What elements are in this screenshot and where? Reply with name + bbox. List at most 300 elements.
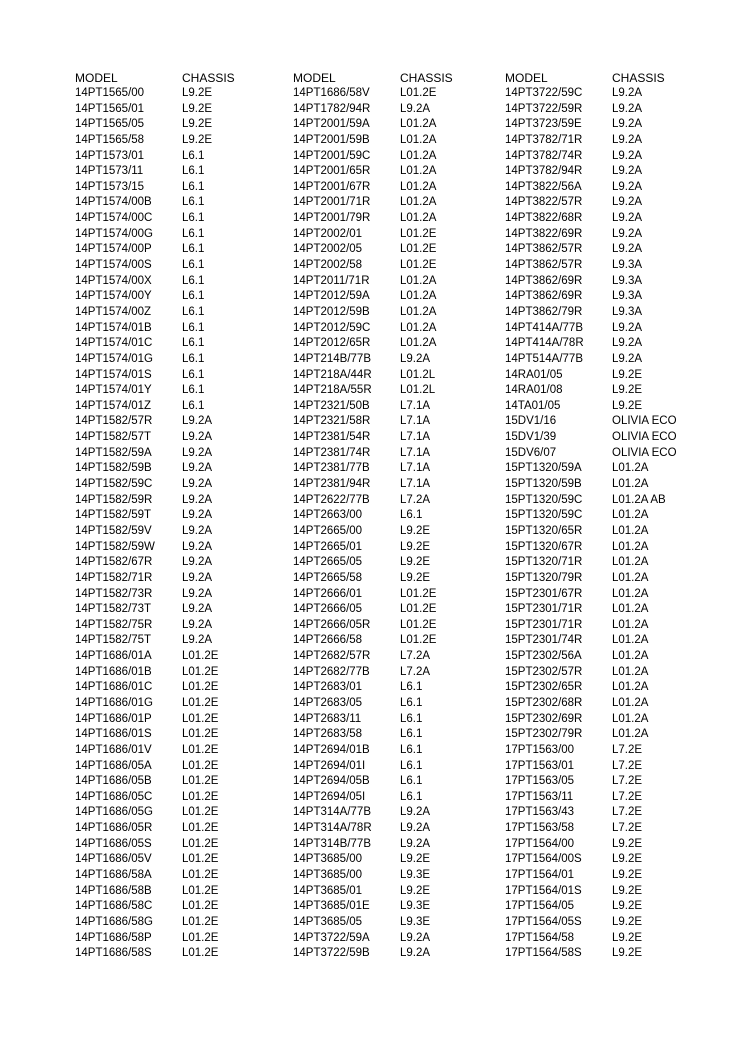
chassis-cell: L9.2A (182, 509, 213, 522)
model-cell: 15DV6/07 (505, 446, 557, 459)
table-row (505, 274, 720, 290)
chassis-cell: L9.2E (612, 399, 643, 412)
model-cell: 14PT1582/73R (75, 587, 153, 600)
header-row (293, 70, 508, 86)
chassis-cell: L01.2A (612, 571, 649, 584)
table-row (293, 946, 508, 962)
table-row (75, 133, 290, 149)
table-row (75, 274, 290, 290)
table-row (505, 430, 720, 446)
table-row (505, 633, 720, 649)
model-cell: 14PT1582/57T (75, 431, 152, 444)
chassis-cell: L01.2E (182, 915, 219, 928)
model-cell: 14PT3822/56A (505, 180, 582, 193)
table-row (293, 680, 508, 696)
chassis-cell: L6.1 (400, 728, 423, 741)
model-header: MODEL (75, 71, 118, 85)
chassis-cell: L9.2A (400, 806, 431, 819)
chassis-cell: L9.2A (612, 165, 643, 178)
chassis-cell: L9.3A (612, 290, 643, 303)
chassis-cell: L7.2E (612, 806, 643, 819)
table-row (505, 289, 720, 305)
table-row (505, 117, 720, 133)
table-row (293, 884, 508, 900)
chassis-cell: L9.2E (400, 524, 431, 537)
model-cell: 14PT1573/15 (75, 180, 145, 193)
table-row (505, 149, 720, 165)
table-row (293, 587, 508, 603)
chassis-cell: L01.2E (400, 618, 437, 631)
model-cell: 14PT1582/57R (75, 415, 153, 428)
chassis-cell: L9.2A (612, 227, 643, 240)
model-cell: 14PT2694/05B (293, 775, 370, 788)
model-cell: 14PT1574/01G (75, 352, 154, 365)
table-row (505, 446, 720, 462)
model-cell: 15PT2302/57R (505, 665, 583, 678)
chassis-cell: L6.1 (400, 743, 423, 756)
chassis-cell: L7.2E (612, 790, 643, 803)
table-row (75, 712, 290, 728)
model-cell: 14PT1686/01S (75, 728, 152, 741)
table-row (505, 805, 720, 821)
table-row (505, 915, 720, 931)
chassis-cell: OLIVIA ECO (612, 446, 677, 459)
model-cell: 14PT2381/54R (293, 431, 371, 444)
chassis-cell: L01.2A (612, 728, 649, 741)
chassis-cell: L9.2A (612, 196, 643, 209)
model-cell: 14PT3822/68R (505, 212, 583, 225)
table-row (293, 712, 508, 728)
table-row (293, 852, 508, 868)
model-cell: 14PT1686/58G (75, 915, 154, 928)
chassis-cell: L01.2E (182, 759, 219, 772)
chassis-cell: L9.2A (612, 102, 643, 115)
table-row (505, 258, 720, 274)
chassis-cell: L6.1 (400, 696, 423, 709)
chassis-cell: L9.2A (182, 587, 213, 600)
table-row (75, 446, 290, 462)
model-cell: 14PT2683/05 (293, 696, 363, 709)
table-row (505, 790, 720, 806)
table-row (505, 524, 720, 540)
table-row (75, 430, 290, 446)
model-cell: 14PT2694/01I (293, 759, 366, 772)
model-cell: 15PT2302/65R (505, 681, 583, 694)
chassis-cell: L9.2E (182, 118, 213, 131)
table-row (293, 602, 508, 618)
chassis-cell: L9.2A (182, 446, 213, 459)
table-row (293, 837, 508, 853)
chassis-cell: L9.2A (400, 102, 431, 115)
model-cell: 17PT1564/01 (505, 869, 575, 882)
model-cell: 14PT1686/01V (75, 743, 152, 756)
model-cell: 14PT1574/01B (75, 321, 152, 334)
table-row (75, 837, 290, 853)
table-row (293, 149, 508, 165)
model-cell: 17PT1564/58S (505, 947, 582, 960)
chassis-cell: L6.1 (182, 227, 205, 240)
chassis-cell: L9.2A (612, 352, 643, 365)
model-cell: 14PT1686/01G (75, 696, 154, 709)
table-column-1 (75, 70, 290, 962)
table-row (505, 759, 720, 775)
table-row (293, 321, 508, 337)
table-row (293, 821, 508, 837)
model-cell: 17PT1564/00 (505, 837, 575, 850)
table-row (505, 884, 720, 900)
model-cell: 14PT2011/71R (293, 274, 370, 287)
table-row (293, 649, 508, 665)
chassis-cell: L9.2E (612, 900, 643, 913)
chassis-cell: L6.1 (182, 243, 205, 256)
table-row (75, 571, 290, 587)
model-cell: 14PT218A/55R (293, 384, 372, 397)
table-row (293, 524, 508, 540)
model-cell: 14PT2694/01B (293, 743, 370, 756)
table-row (75, 587, 290, 603)
chassis-cell: L7.2E (612, 775, 643, 788)
table-row (293, 743, 508, 759)
model-cell: 17PT1563/58 (505, 822, 575, 835)
table-row (75, 727, 290, 743)
chassis-cell: L01.2E (182, 728, 219, 741)
model-cell: 14PT1582/67R (75, 556, 153, 569)
model-cell: 14PT3862/57R (505, 259, 583, 272)
chassis-cell: L01.2A (612, 540, 649, 553)
table-row (75, 414, 290, 430)
model-cell: 14PT1686/05R (75, 822, 153, 835)
chassis-cell: L9.2A (612, 133, 643, 146)
table-row (75, 618, 290, 634)
chassis-cell: L9.2A (612, 337, 643, 350)
chassis-cell: L9.2E (612, 853, 643, 866)
model-cell: 14PT2001/59C (293, 149, 371, 162)
model-cell: 14PT2001/79R (293, 212, 371, 225)
chassis-cell: L9.2E (612, 384, 643, 397)
model-cell: 14PT1574/00S (75, 259, 152, 272)
chassis-cell: L01.2A (612, 618, 649, 631)
chassis-cell: L6.1 (400, 681, 423, 694)
table-row (293, 774, 508, 790)
model-cell: 14PT1686/58C (75, 900, 153, 913)
table-row (75, 759, 290, 775)
chassis-cell: L6.1 (182, 337, 205, 350)
model-cell: 14PT314B/77B (293, 837, 372, 850)
model-cell: 17PT1564/01S (505, 884, 582, 897)
table-row (505, 852, 720, 868)
model-cell: 14PT1582/59A (75, 446, 152, 459)
model-cell: 14PT1686/05C (75, 790, 153, 803)
model-cell: 14PT2682/77B (293, 665, 370, 678)
model-cell: 14PT3822/57R (505, 196, 583, 209)
chassis-cell: L9.2A (612, 321, 643, 334)
model-cell: 14PT2381/74R (293, 446, 371, 459)
model-cell: 15PT1320/65R (505, 524, 583, 537)
table-row (293, 368, 508, 384)
chassis-cell: L9.2A (182, 618, 213, 631)
chassis-cell: L01.2A (612, 509, 649, 522)
table-row (505, 383, 720, 399)
chassis-cell: L9.2A (182, 493, 213, 506)
table-row (293, 759, 508, 775)
chassis-cell: L01.2E (182, 900, 219, 913)
table-row (505, 86, 720, 102)
model-cell: 14PT3685/00 (293, 853, 363, 866)
table-row (505, 899, 720, 915)
chassis-cell: L6.1 (182, 165, 205, 178)
model-cell: 14PT514A/77B (505, 352, 584, 365)
table-row (293, 102, 508, 118)
model-cell: 15PT2302/69R (505, 712, 583, 725)
chassis-cell: L01.2E (182, 650, 219, 663)
chassis-cell: L9.2E (612, 931, 643, 944)
model-cell: 14PT1686/01B (75, 665, 152, 678)
table-row (505, 618, 720, 634)
table-row (293, 258, 508, 274)
model-cell: 17PT1564/00S (505, 853, 582, 866)
model-cell: 14PT1574/00G (75, 227, 154, 240)
chassis-cell: L01.2E (182, 853, 219, 866)
model-cell: 14PT218A/44R (293, 368, 372, 381)
chassis-cell: L7.2E (612, 822, 643, 835)
chassis-cell: L6.1 (182, 368, 205, 381)
table-row (505, 102, 720, 118)
chassis-cell: L01.2A (400, 337, 437, 350)
chassis-cell: L9.2E (612, 947, 643, 960)
table-row (505, 743, 720, 759)
model-cell: 14PT2321/50B (293, 399, 370, 412)
table-row (293, 195, 508, 211)
table-row (75, 180, 290, 196)
model-cell: 14PT1574/01S (75, 368, 152, 381)
chassis-cell: L01.2E (182, 806, 219, 819)
model-cell: 14PT1582/59T (75, 509, 152, 522)
table-row (293, 133, 508, 149)
model-cell: 14PT1686/01A (75, 650, 152, 663)
model-cell: 14PT1686/05A (75, 759, 152, 772)
chassis-cell: L9.2A (182, 571, 213, 584)
table-row (75, 117, 290, 133)
chassis-cell: L01.2A (612, 462, 649, 475)
table-row (293, 227, 508, 243)
chassis-cell: L6.1 (182, 259, 205, 272)
chassis-cell: L01.2E (182, 790, 219, 803)
model-cell: 14PT1582/59W (75, 540, 155, 553)
chassis-cell: L01.2A (612, 681, 649, 694)
model-cell: 14PT2002/58 (293, 259, 363, 272)
model-cell: 15PT1320/79R (505, 571, 583, 584)
chassis-cell: L9.2A (182, 540, 213, 553)
chassis-cell: L01.2A (400, 305, 437, 318)
model-cell: 14PT1686/58A (75, 869, 152, 882)
model-cell: 14PT2001/71R (293, 196, 371, 209)
chassis-cell: L01.2A (612, 524, 649, 537)
chassis-cell: L7.1A (400, 399, 431, 412)
chassis-cell: OLIVIA ECO (612, 415, 677, 428)
table-row (75, 461, 290, 477)
model-cell: 14PT414A/77B (505, 321, 584, 334)
model-cell: 14PT3722/59A (293, 931, 370, 944)
chassis-cell: L9.2A (400, 352, 431, 365)
chassis-cell: L9.2A (612, 243, 643, 256)
table-row (505, 368, 720, 384)
model-cell: 14PT3862/79R (505, 305, 583, 318)
chassis-cell: L01.2A (612, 478, 649, 491)
chassis-cell: L01.2E (400, 603, 437, 616)
model-cell: 14PT1782/94R (293, 102, 371, 115)
table-row (505, 461, 720, 477)
model-cell: 15PT1320/67R (505, 540, 583, 553)
model-cell: 14PT414A/78R (505, 337, 584, 350)
chassis-cell: L9.3E (400, 900, 431, 913)
table-row (75, 540, 290, 556)
model-cell: 15PT2301/67R (505, 587, 583, 600)
chassis-cell: L01.2A (400, 321, 437, 334)
chassis-cell: L01.2A AB (612, 493, 666, 506)
model-cell: 14PT1582/59C (75, 478, 153, 491)
model-cell: 14PT1582/75R (75, 618, 153, 631)
chassis-cell: L9.2A (182, 431, 213, 444)
chassis-header: CHASSIS (400, 71, 453, 85)
chassis-cell: L7.1A (400, 462, 431, 475)
model-cell: 14PT1686/01P (75, 712, 152, 725)
chassis-cell: L9.2A (400, 822, 431, 835)
model-cell: 14PT1574/01Z (75, 399, 152, 412)
model-cell: 14PT1686/05V (75, 853, 152, 866)
table-row (293, 242, 508, 258)
model-cell: 14PT314A/78R (293, 822, 372, 835)
table-row (293, 399, 508, 415)
model-cell: 14PT1582/73T (75, 603, 152, 616)
table-row (75, 899, 290, 915)
table-row (75, 102, 290, 118)
table-row (293, 211, 508, 227)
table-row (75, 493, 290, 509)
model-cell: 14PT2012/59B (293, 305, 370, 318)
model-cell: 17PT1563/43 (505, 806, 575, 819)
chassis-cell: L6.1 (182, 321, 205, 334)
table-row (75, 884, 290, 900)
table-row (505, 540, 720, 556)
table-column-3 (505, 70, 720, 962)
chassis-cell: L01.2A (612, 587, 649, 600)
table-row (505, 508, 720, 524)
chassis-cell: L01.2A (400, 274, 437, 287)
chassis-cell: L9.2A (182, 556, 213, 569)
chassis-cell: L01.2A (612, 696, 649, 709)
model-cell: 14PT214B/77B (293, 352, 372, 365)
model-cell: 14PT1574/00X (75, 274, 152, 287)
table-row (75, 383, 290, 399)
model-cell: 14PT1574/00Z (75, 305, 152, 318)
model-cell: 14PT1573/11 (75, 165, 144, 178)
model-cell: 17PT1564/05S (505, 915, 582, 928)
chassis-cell: L6.1 (182, 149, 205, 162)
model-cell: 14PT2683/11 (293, 712, 362, 725)
table-row (75, 477, 290, 493)
model-cell: 14PT1574/00C (75, 212, 153, 225)
chassis-cell: L01.2A (612, 634, 649, 647)
table-row (293, 899, 508, 915)
table-row (75, 508, 290, 524)
model-cell: 14PT2002/05 (293, 243, 363, 256)
table-row (505, 665, 720, 681)
model-cell: 14PT2012/59A (293, 290, 370, 303)
table-row (293, 305, 508, 321)
model-cell: 17PT1564/05 (505, 900, 575, 913)
table-row (505, 821, 720, 837)
model-cell: 14PT1565/05 (75, 118, 145, 131)
model-cell: 14PT3685/05 (293, 915, 363, 928)
chassis-cell: L01.2E (182, 712, 219, 725)
model-cell: 14PT2666/05 (293, 603, 363, 616)
table-row (293, 633, 508, 649)
table-row (293, 805, 508, 821)
table-row (505, 336, 720, 352)
table-row (75, 227, 290, 243)
model-cell: 14PT3722/59C (505, 87, 583, 99)
model-cell: 14PT2663/00 (293, 509, 363, 522)
model-cell: 14PT3782/74R (505, 149, 583, 162)
chassis-cell: L9.2A (182, 462, 213, 475)
chassis-cell: L9.2E (400, 556, 431, 569)
chassis-cell: L01.2E (182, 884, 219, 897)
table-row (75, 696, 290, 712)
chassis-cell: L9.2A (612, 87, 643, 99)
table-row (75, 774, 290, 790)
chassis-cell: L9.2E (400, 884, 431, 897)
header-row (505, 70, 720, 86)
chassis-cell: L7.1A (400, 431, 431, 444)
chassis-cell: L01.2L (400, 368, 436, 381)
model-cell: 14PT2381/94R (293, 478, 371, 491)
table-row (505, 837, 720, 853)
table-column-2 (293, 70, 508, 962)
table-row (293, 117, 508, 133)
model-cell: 14PT2682/57R (293, 650, 371, 663)
table-row (293, 696, 508, 712)
chassis-cell: L9.2E (182, 133, 213, 146)
model-cell: 14PT1686/58P (75, 931, 152, 944)
model-cell: 14PT1574/00P (75, 243, 152, 256)
model-cell: 14PT2321/58R (293, 415, 371, 428)
chassis-cell: L01.2E (400, 243, 437, 256)
table-row (75, 821, 290, 837)
table-row (293, 289, 508, 305)
table-row (75, 602, 290, 618)
header-row (75, 70, 290, 86)
chassis-header: CHASSIS (612, 71, 665, 85)
table-row (293, 180, 508, 196)
chassis-cell: L01.2A (400, 149, 437, 162)
table-row (505, 227, 720, 243)
model-cell: 14PT2012/59C (293, 321, 371, 334)
model-cell: 14PT3723/59E (505, 118, 582, 131)
table-row (75, 852, 290, 868)
model-cell: 14PT1686/05G (75, 806, 154, 819)
table-row (505, 712, 720, 728)
chassis-cell: L6.1 (182, 384, 205, 397)
table-row (293, 86, 508, 102)
table-row (75, 321, 290, 337)
table-row (75, 289, 290, 305)
model-cell: 15PT1320/59C (505, 493, 583, 506)
chassis-cell: L01.2E (182, 696, 219, 709)
model-cell: 14PT3862/69R (505, 290, 583, 303)
table-row (293, 508, 508, 524)
chassis-cell: L9.2E (400, 540, 431, 553)
table-row (293, 931, 508, 947)
